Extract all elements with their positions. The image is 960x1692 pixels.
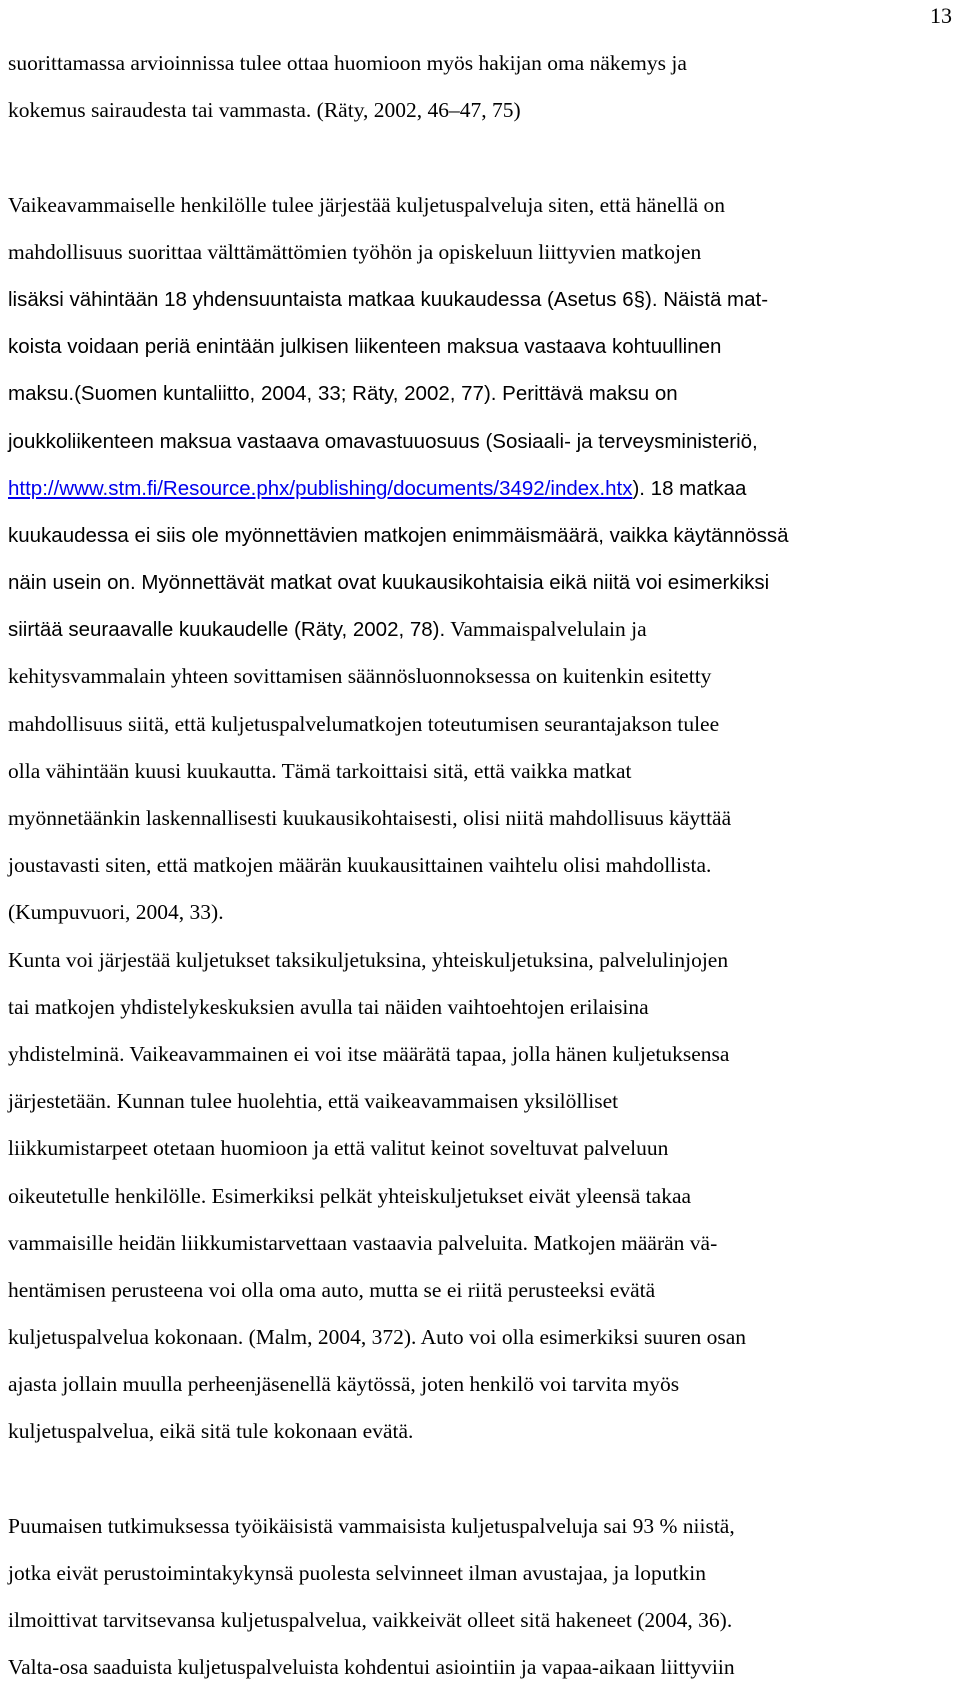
ministry-url-link[interactable]: http://www.stm.fi/Resource.phx/publishing/documents/3492/index.htx	[8, 476, 633, 500]
paragraph-3	[8, 937, 956, 1456]
text-line-with-link	[8, 465, 956, 512]
text-line: lisäksi vähintään 18 yhdensuuntaista matkaa kuukaudessa (Asetus 6§). Näistä mat-	[8, 287, 769, 311]
text-line: maksu.(Suomen kuntaliitto, 2004, 33; Räty, 2002, 77). Perittävä maksu on	[8, 382, 678, 406]
text-line: liikkumistarpeet otetaan huomioon ja että valitut keinot soveltuvat palveluun	[8, 1136, 669, 1161]
text-line: mahdollisuus siitä, että kuljetuspalvelumatkojen toteutumisen seurantajakson tulee	[8, 711, 720, 736]
text-line: (Kumpuvuori, 2004, 33).	[8, 900, 224, 925]
text-line: näin usein on. Myönnettävät matkat ovat kuukausikohtaisia eikä niitä voi esimerkiksi	[8, 571, 770, 595]
text-line: mahdollisuus suorittaa välttämättömien työhön ja opiskeluun liittyvien matkojen	[8, 239, 702, 264]
text-line: kokemus sairaudesta tai vammasta. (Räty, 2002, 46–47, 75)	[8, 98, 521, 123]
text-segment-serif: Vammaispalvelulain ja	[445, 617, 647, 642]
text-line: Vaikeavammaiselle henkilölle tulee järjestää kuljetuspalveluja siten, että hänellä on	[8, 192, 725, 217]
paragraph-2	[8, 182, 956, 937]
text-segment-sans: siirtää seuraavalle kuukaudelle (Räty, 2002, 78).	[8, 618, 446, 642]
text-line: hentämisen perusteena voi olla oma auto, mutta se ei riitä perusteeksi evätä	[8, 1277, 656, 1302]
text-line: joustavasti siten, että matkojen määrän kuukausittainen vaihtelu olisi mahdollista.	[8, 853, 712, 878]
text-after-link: ). 18 matkaa	[632, 476, 747, 500]
text-line: kuljetuspalvelua, eikä sitä tule kokonaan evätä.	[8, 1419, 414, 1444]
text-line: olla vähintään kuusi kuukautta. Tämä tarkoittaisi sitä, että vaikka matkat	[8, 758, 632, 783]
text-line: koista voidaan periä enintään julkisen liikenteen maksua vastaava kohtuullinen	[8, 335, 722, 359]
paragraph-4	[8, 1503, 956, 1692]
paragraph-1	[8, 40, 956, 134]
text-line: joukkoliikenteen maksua vastaava omavastuuosuus (Sosiaali- ja terveysministeriö,	[8, 429, 758, 453]
text-line-mixed	[8, 606, 956, 653]
text-line: kehitysvammalain yhteen sovittamisen säännösluonnoksessa on kuitenkin esitetty	[8, 664, 712, 689]
text-line: vammaisille heidän liikkumistarvettaan vastaavia palveluita. Matkojen määrän vä-	[8, 1230, 718, 1255]
text-line: Puumaisen tutkimuksessa työikäisistä vammaisista kuljetuspalveluja sai 93 % niistä,	[8, 1513, 735, 1538]
text-line: oikeutetulle henkilölle. Esimerkiksi pelkät yhteiskuljetukset eivät yleensä takaa	[8, 1183, 692, 1208]
page-number: 13	[930, 3, 952, 28]
text-line: ajasta jollain muulla perheenjäsenellä käytössä, joten henkilö voi tarvita myös	[8, 1372, 680, 1397]
paragraph-spacer	[8, 1456, 956, 1503]
text-line: jotka eivät perustoimintakykynsä puolesta selvinneet ilman avustajaa, ja loputkin	[8, 1561, 706, 1585]
text-line: ilmoittivat tarvitsevansa kuljetuspalvelua, vaikkeivät olleet sitä hakeneet (2004, 36).	[8, 1608, 733, 1633]
paragraph-spacer	[8, 134, 956, 181]
text-line: järjestetään. Kunnan tulee huolehtia, että vaikeavammaisen yksilölliset	[8, 1089, 619, 1114]
text-line: suorittamassa arvioinnissa tulee ottaa huomioon myös hakijan oma näkemys ja	[8, 51, 687, 75]
text-line: myönnetäänkin laskennallisesti kuukausikohtaisesti, olisi niitä mahdollisuus käyttää	[8, 806, 732, 830]
text-line: kuukaudessa ei siis ole myönnettävien matkojen enimmäismäärä, vaikka käytännössä	[8, 523, 789, 547]
text-line: tai matkojen yhdistelykeskuksien avulla tai näiden vaihtoehtojen erilaisina	[8, 994, 649, 1019]
text-line: Valta-osa saaduista kuljetuspalveluista kohdentui asiointiin ja vapaa-aikaan liittyviin	[8, 1655, 735, 1680]
document-body	[8, 40, 956, 1692]
text-line: kuljetuspalvelua kokonaan. (Malm, 2004, 372). Auto voi olla esimerkiksi suuren osan	[8, 1325, 747, 1350]
text-line: yhdistelminä. Vaikeavammainen ei voi itse määrätä tapaa, jolla hänen kuljetuksensa	[8, 1041, 730, 1066]
text-line: Kunta voi järjestää kuljetukset taksikuljetuksina, yhteiskuljetuksina, palvelulinjojen	[8, 947, 729, 972]
